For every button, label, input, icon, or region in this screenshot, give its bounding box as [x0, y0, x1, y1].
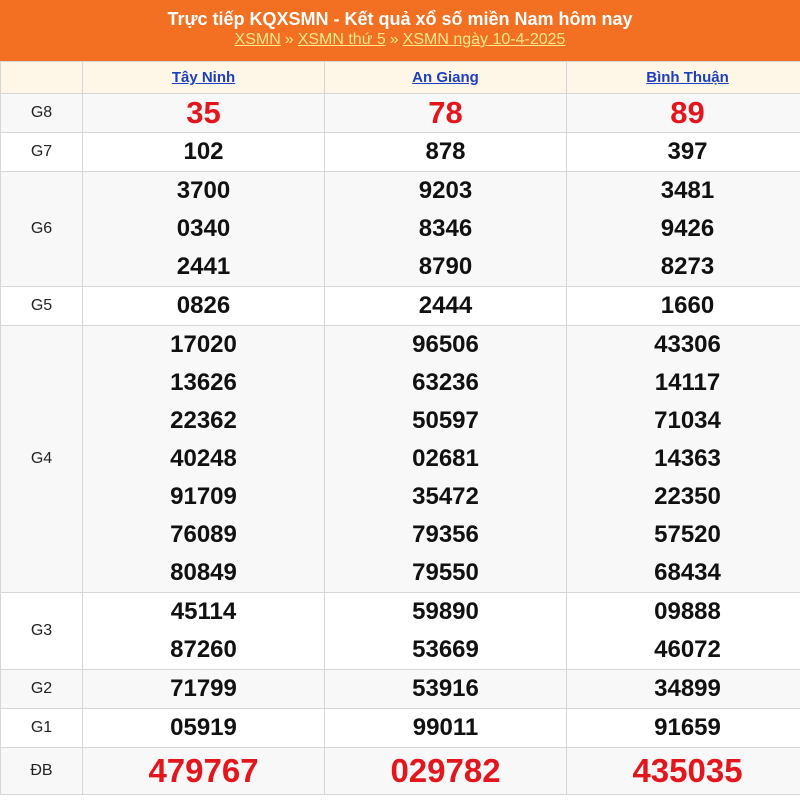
result-cell: [83, 670, 325, 709]
prize-label: G5: [1, 287, 83, 326]
result-number: 45114: [170, 598, 237, 625]
result-number: 91709: [170, 483, 237, 510]
result-cell: [567, 326, 800, 593]
result-number: 68434: [654, 559, 721, 586]
prize-row: [1, 748, 800, 795]
prize-label: G6: [1, 172, 83, 287]
result-cell: [567, 709, 800, 748]
result-number: 3700: [176, 177, 231, 204]
result-number: 14117: [654, 369, 721, 396]
result-cell: [325, 133, 567, 172]
result-number: 63236: [412, 369, 479, 396]
result-number: 40248: [170, 445, 237, 472]
prize-row: [1, 287, 800, 326]
result-number: 8346: [418, 215, 473, 242]
result-number: 89: [670, 95, 705, 130]
result-number: 878: [425, 138, 466, 165]
prize-row: [1, 172, 800, 287]
result-number: 59890: [412, 598, 479, 625]
header-blank-cell: [1, 62, 83, 94]
breadcrumb-separator: »: [284, 31, 294, 48]
province-link-binh-thuan[interactable]: Bình Thuận: [646, 69, 729, 86]
result-cell: [83, 94, 325, 133]
result-number: 46072: [654, 636, 721, 663]
result-number: 53669: [412, 636, 479, 663]
result-number: 35472: [412, 483, 479, 510]
result-number: 0826: [176, 292, 231, 319]
prize-label: G7: [1, 133, 83, 172]
result-number: 79356: [412, 521, 479, 548]
results-table: [0, 61, 800, 795]
province-header: [325, 62, 567, 94]
result-cell: [567, 172, 800, 287]
result-number: 2441: [176, 253, 231, 280]
result-number: 0340: [176, 215, 231, 242]
prize-label: ĐB: [1, 748, 83, 795]
result-number: 1660: [660, 292, 715, 319]
breadcrumb-xsmn-thu-5[interactable]: XSMN thứ 5: [297, 31, 386, 48]
prize-label: G4: [1, 326, 83, 593]
result-number: 2444: [418, 292, 473, 319]
result-number: 9203: [418, 177, 473, 204]
prize-label: G8: [1, 94, 83, 133]
breadcrumb-xsmn[interactable]: XSMN: [234, 31, 281, 48]
province-header-row: [1, 62, 800, 94]
result-cell: [567, 133, 800, 172]
breadcrumb-xsmn-date[interactable]: XSMN ngày 10-4-2025: [402, 31, 566, 48]
prize-row: [1, 709, 800, 748]
result-cell: [83, 709, 325, 748]
province-header: [83, 62, 325, 94]
result-number: 71034: [654, 407, 721, 434]
result-number: 14363: [654, 445, 721, 472]
result-cell: [325, 670, 567, 709]
province-link-tay-ninh[interactable]: Tây Ninh: [171, 69, 236, 86]
result-cell: [83, 133, 325, 172]
page-header: [0, 0, 800, 61]
result-number: 02681: [412, 445, 479, 472]
result-number: 8790: [418, 253, 473, 280]
result-cell: [83, 326, 325, 593]
result-number: 102: [183, 138, 224, 165]
result-number: 34899: [654, 675, 721, 702]
special-prize-number: 435035: [632, 752, 743, 789]
prize-table-body: [1, 94, 800, 795]
result-cell: [83, 287, 325, 326]
result-cell: [325, 709, 567, 748]
result-number: 397: [667, 138, 708, 165]
result-number: 80849: [170, 559, 237, 586]
result-number: 05919: [170, 714, 237, 741]
result-number: 78: [428, 95, 463, 130]
result-number: 09888: [654, 598, 721, 625]
result-number: 35: [186, 95, 221, 130]
result-number: 99011: [412, 714, 479, 741]
special-prize-number: 029782: [390, 752, 501, 789]
result-number: 79550: [412, 559, 479, 586]
result-cell: [83, 748, 325, 795]
result-cell: [567, 670, 800, 709]
prize-row: [1, 593, 800, 670]
result-number: 71799: [170, 675, 237, 702]
result-number: 43306: [654, 331, 721, 358]
result-number: 53916: [412, 675, 479, 702]
province-header: [567, 62, 800, 94]
prize-label: G2: [1, 670, 83, 709]
result-number: 17020: [170, 331, 237, 358]
prize-row: [1, 670, 800, 709]
result-cell: [567, 593, 800, 670]
result-cell: [567, 287, 800, 326]
result-number: 9426: [660, 215, 715, 242]
result-number: 22350: [654, 483, 721, 510]
result-number: 57520: [654, 521, 721, 548]
result-cell: [325, 748, 567, 795]
breadcrumb-separator: »: [389, 31, 399, 48]
result-cell: [325, 172, 567, 287]
result-cell: [83, 593, 325, 670]
result-number: 87260: [170, 636, 237, 663]
province-link-an-giang[interactable]: An Giang: [412, 69, 479, 86]
result-number: 3481: [660, 177, 715, 204]
result-number: 22362: [170, 407, 237, 434]
prize-label: G1: [1, 709, 83, 748]
prize-row: [1, 326, 800, 593]
result-cell: [325, 94, 567, 133]
result-cell: [567, 94, 800, 133]
result-number: 13626: [170, 369, 237, 396]
page-title: Trực tiếp KQXSMN - Kết quả xổ số miền Nam hôm nay: [167, 9, 633, 29]
result-cell: [325, 287, 567, 326]
result-number: 96506: [412, 331, 479, 358]
prize-row: [1, 133, 800, 172]
breadcrumb: [0, 30, 800, 50]
prize-label: G3: [1, 593, 83, 670]
result-number: 91659: [654, 714, 721, 741]
result-cell: [325, 593, 567, 670]
result-cell: [325, 326, 567, 593]
result-number: 8273: [660, 253, 715, 280]
result-number: 76089: [170, 521, 237, 548]
special-prize-number: 479767: [148, 752, 259, 789]
result-number: 50597: [412, 407, 479, 434]
prize-row: [1, 94, 800, 133]
result-cell: [83, 172, 325, 287]
result-cell: [567, 748, 800, 795]
